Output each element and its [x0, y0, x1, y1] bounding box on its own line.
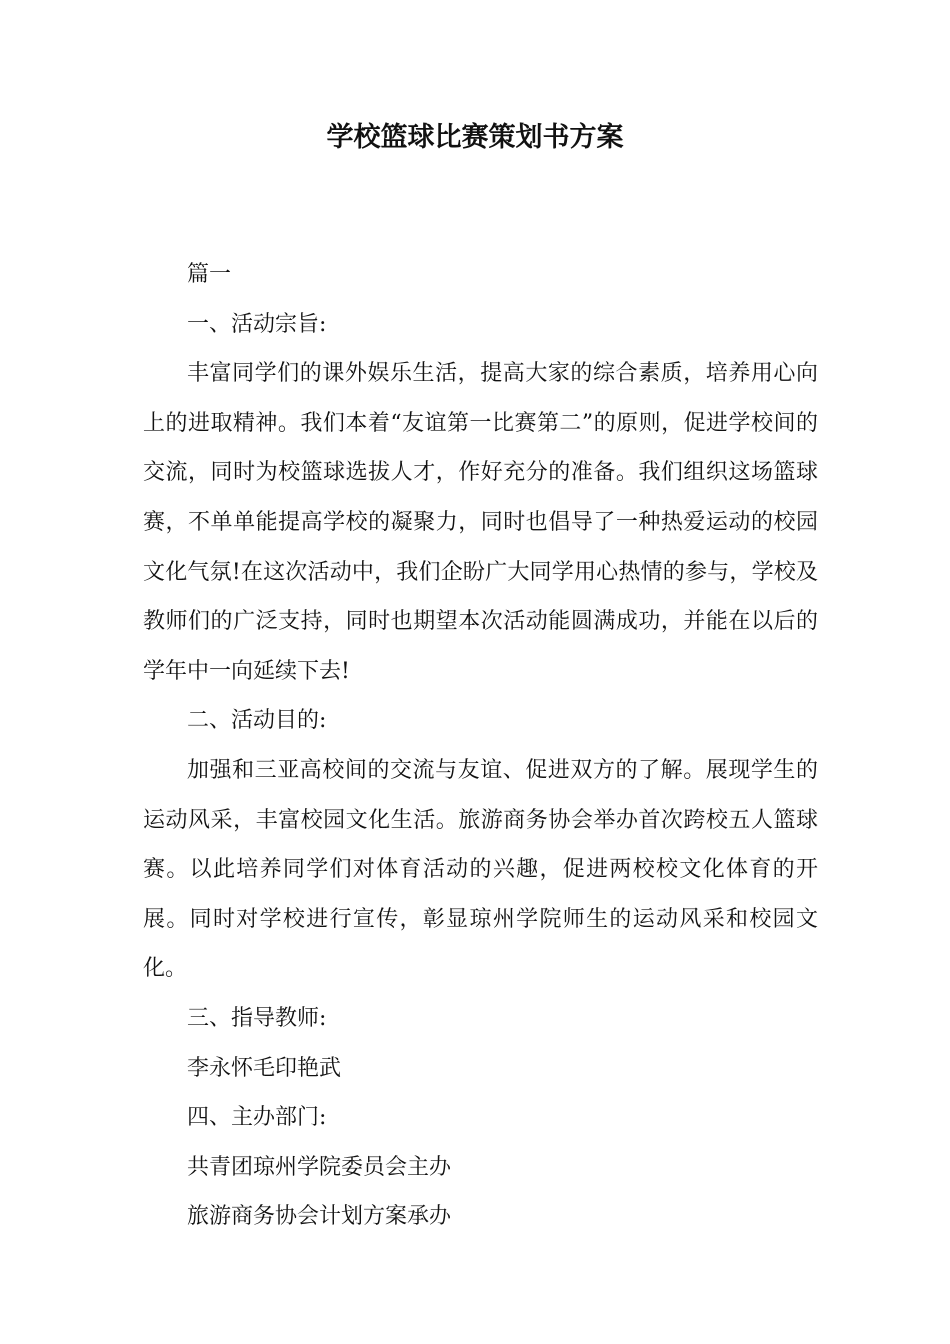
paragraph-instructor: 李永怀毛印艳武 — [187, 1055, 342, 1081]
heading-purpose: 一、活动宗旨: — [187, 311, 327, 337]
heading-organizer: 四、主办部门: — [187, 1105, 327, 1131]
paragraph-goal: 加强和三亚高校间的交流与友谊、促进双方的了解。展现学生的运动风采，丰富校园文化生活。旅游商务协会举办首次跨校五人篮球赛。以此培养同学们对体育活动的兴趣，促进两校校文化体育的开展。同时对学校进行宣传，彰显琼州学院师生的运动风采和校园文化。 — [143, 757, 818, 982]
paragraph-co-organizer: 旅游商务协会计划方案承办 — [187, 1204, 452, 1230]
paragraph-organizer: 共青团琼州学院委员会主办 — [187, 1154, 452, 1180]
document-body — [143, 250, 818, 1242]
heading-goal: 二、活动目的: — [187, 708, 327, 734]
document-title: 学校篮球比赛策划书方案 — [326, 122, 624, 153]
paragraph-purpose: 丰富同学们的课外娱乐生活，提高大家的综合素质，培养用心向上的进取精神。我们本着“友谊第一比赛第二”的原则，促进学校间的交流，同时为校篮球选拔人才，作好充分的准备。我们组织这场篮球赛，不单单能提高学校的凝聚力，同时也倡导了一种热爱运动的校园文化气氛!在这次活动中，我们企盼广大同学用心热情的参与，学校及教师们的广泛支持，同时也期望本次活动能圆满成功，并能在以后的学年中一向延续下去! — [143, 361, 818, 684]
heading-instructor: 三、指导教师: — [187, 1005, 327, 1031]
section-label: 篇一 — [187, 262, 232, 287]
